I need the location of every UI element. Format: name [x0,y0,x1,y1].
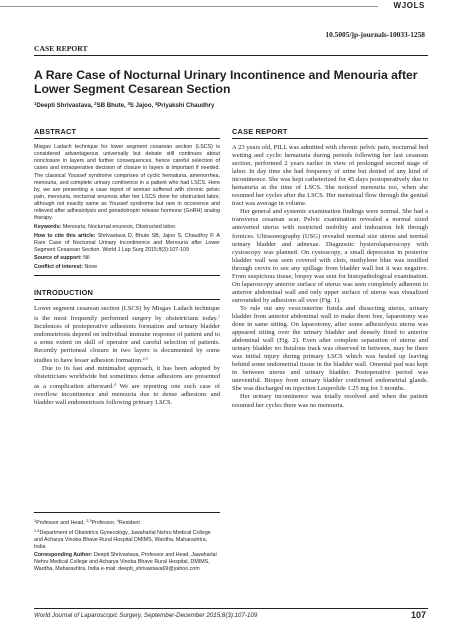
author-list [34,101,434,109]
keywords: Keywords: Menouria, Nocturnal enuresis, Obstructed labor. [34,223,177,230]
doi: 10.5005/jp-journals-10033-1258 [325,30,425,39]
journal-abbreviation: WJOLS [393,1,425,10]
footer-rule [34,608,428,609]
case-report-paragraph: Her urinary incontinence was totally resolved and when the patient resumed her cycles there was no menouria. [232,393,428,409]
case-report-paragraph: A 23 years old, PILL was admitted with chronic pelvic pain, nocturnal bed wetting and cyclic hematuria during periods following her last cesarean section, performed 2 years earlier in view of prolonged second stage of labor. In day time she had frequency of urine but denied of any kind of incontinence. She was kept catheterized for 45 days postoperatively due to hematuria at the time of LSCS. She noticed menouria too, when she resumed her cycles after the LSCS. Her menstrual flow through the genital tract was average in volume. [232,144,428,208]
citation: How to cite this article: Shrivastava D, Bhute SB, Jajoo S, Chaudhry P. A Rare Case of Nocturnal Urinary Incontinence and Menouria after Lower Segment Cesarean Section. World J Lap Surg 2015;8(3):107-109 [34,232,220,253]
abstract-heading: ABSTRACT [34,127,220,139]
article-type-rule [34,55,428,56]
source-of-support: Source of support: Nil [34,255,90,262]
author: $^4$Priyakshi Chaudhry [154,101,215,109]
introduction-paragraph: Due to its fast and minimalist approach, it has been adopted by obstetricians worldwide but sometimes dense adhesions are presented as a complication afterward.$^4$ We are reporting one such case of overflow incontinence and menouria due to dense adhesions and bladder wall endometriosis following primary LSCS. [34,365,220,407]
author-roles: $^1$Professor and Head, $^{2,3}$Professor, $^4$Resident [34,519,140,526]
corresponding-author: Corresponding Author: Deepti Shrivastava, Professor and Head, Jawaharlal Nehru Medical College and Acharya Vinoba Bhave Rural Hospital, DMIMS, Wardha, Maharashtra, India e-mail: deepti_shrivastava69@yahoo.com [34,552,217,573]
author: $^2$SB Bhute, [94,101,128,109]
article-title: A Rare Case of Nocturnal Urinary Incontinence and Menouria after Lower Segment Cesarean Section [34,68,418,97]
abstract-text: Misgav Ladach technique for lower segment cesarean section (LSCS) is considered advantageous universally but debate still continues about nonclosure in layers and further consequences, hence careful selection of cases and intraoperative decision of closure in layers is important if needed. The classical Youssef syndrome comprises of cyclic hematuria, amenorrhea, menouria, and complete urinary continence in a patient who had LSCS. Here by, we are presenting a case report of woman suffered with chronic pelvic pain, menouria, nocturnal enuresis after her LSCS done for obstructed labor, although not exactly same as Youssef syndrome but rare in occerence and relieved after adhesiolysis and gonadotropin release hormone (GnRH) analog therapy. [34,144,220,222]
footer-journal-line: World Journal of Laparoscopic Surgery, September-December 2015;8(3):107-109 [34,612,258,619]
case-report-paragraph: Her general and systemic examination findings were normal. She had a transverse cesarean scar. Pelvic examination revealed a normal sized anteverted uterus with restricted mobility and induration felt through fornices. Ultrasonography (USG) revealed normal size uterus and normal urinary bladder and adnexae. Diagnostic hysterolaparoscopy with cystoscopy was planned. On cystoscopy, a small depression in posterior bladder wall was seen covered with clots, methylene blue was instilled through cervix to see any spillage from bladder wall but it was negative. From suspicious tissue, biopsy was sent for histopathological examination. On laparoscopy anterior surface of uterus was seen completely adherent to anterior abdominal wall and only upper surface of uterus was visualized surrounded by adhesions all over (Fig. 1). [232,208,428,304]
abstract-end-rule [34,275,220,276]
top-header-bar [0,0,449,15]
affiliation: $^{1-4}$Department of Obstetrics Gynecology, Jawaharlal Nehru Medical College and Acharya Vinoba Bhave Rural Hospital DMIMS, Wardha, Maharashtra, India [34,529,211,551]
case-report-paragraph: To rule out any vesicouterine fistula and dissecting uterus, urinary bladder from anterior abdominal wall to make them free, laparotomy was done in same sitting. On laparotomy, after some adhesiolysis uterus was appeared sitting over the urinary bladder and densely fixed to anterior abdominal wall (Fig. 2). Even after complete separation of uterus and urinary bladder no fistulous track was observed in between, may be there was initial injury during primary LSCS which was healed up leaving behind some endometrial tissue in the bladder wall. Omental pad was kept in between uterus and urinary bladder. Postoperative period was uneventful. Biopsy from urinary bladder confirmed endometrial glands. She was discharged on injection Leuprolide 1.25 mg for 3 months. [232,304,428,393]
introduction-heading: INTRODUCTION [34,288,220,300]
author: $^3$S Jajoo, [127,101,155,109]
left-column [34,127,220,407]
header-rule [0,6,378,7]
right-column [232,127,428,410]
article-type-label: CASE REPORT [34,44,88,53]
author: $^1$Deepti Shrivastava, [34,101,95,109]
conflict-of-interest: Conflict of interest: None [34,264,98,270]
page-number: 107 [410,610,426,620]
introduction-paragraph: Lower segment cesarean section (LSCS) by Misgav Ladach technique is the most frequently performed surgery by obstetricians today.$^1$ Incidences of postoperative adhesions formation and urinary bladder endometriosis depend on individual immune response of patient and to a some extent on skill of operator and careful selection of patients. Recently peritoneal closure in two layers is documented by some studies to have lesser adhesion formation.$^{2,3}$ [34,304,220,365]
author-footnotes [34,512,220,574]
case-report-heading: CASE REPORT [232,127,428,139]
